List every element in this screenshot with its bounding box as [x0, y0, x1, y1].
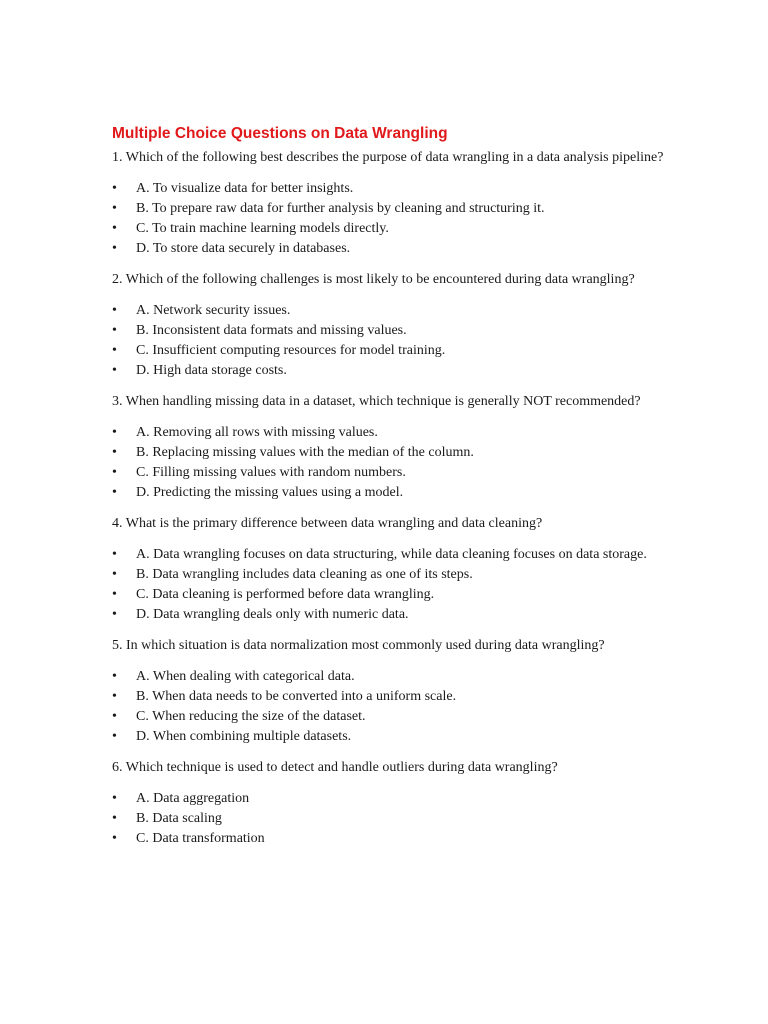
option-item	[112, 727, 672, 747]
option-text: C. To train machine learning models directly.	[136, 221, 389, 236]
bullet-icon: •	[112, 485, 117, 500]
bullet-icon: •	[112, 201, 117, 216]
bullet-icon: •	[112, 831, 117, 846]
option-text: C. Data transformation	[136, 831, 265, 846]
option-item	[112, 321, 672, 341]
option-item	[112, 463, 672, 483]
bullet-icon: •	[112, 241, 117, 256]
option-item	[112, 361, 672, 381]
bullet-icon: •	[112, 221, 117, 236]
option-text: B. Data wrangling includes data cleaning as one of its steps.	[136, 567, 473, 582]
option-text: A. Removing all rows with missing values.	[136, 425, 378, 440]
bullet-icon: •	[112, 587, 117, 602]
option-list	[112, 667, 672, 747]
bullet-icon: •	[112, 669, 117, 684]
option-text: D. To store data securely in databases.	[136, 241, 351, 256]
option-item	[112, 341, 672, 361]
option-list	[112, 545, 672, 625]
question-text: 4. What is the primary difference between data wrangling and data cleaning?	[112, 516, 543, 531]
question-block	[112, 392, 672, 503]
option-text: A. To visualize data for better insights.	[136, 181, 354, 196]
option-text: D. Predicting the missing values using a model.	[136, 485, 404, 500]
question-text: 1. Which of the following best describes the purpose of data wrangling in a data analysis pipeline?	[112, 150, 664, 165]
question-block	[112, 148, 672, 259]
bullet-icon: •	[112, 425, 117, 440]
option-item	[112, 707, 672, 727]
bullet-icon: •	[112, 709, 117, 724]
option-text: B. Inconsistent data formats and missing values.	[136, 323, 407, 338]
bullet-icon: •	[112, 567, 117, 582]
option-text: D. High data storage costs.	[136, 363, 287, 378]
option-item	[112, 687, 672, 707]
option-text: C. Insufficient computing resources for model training.	[136, 343, 446, 358]
option-text: C. Data cleaning is performed before data wrangling.	[136, 587, 435, 602]
option-list	[112, 301, 672, 381]
option-item	[112, 789, 672, 809]
option-text: B. Replacing missing values with the median of the column.	[136, 445, 474, 460]
option-text: B. Data scaling	[136, 811, 222, 826]
option-text: B. When data needs to be converted into a uniform scale.	[136, 689, 457, 704]
option-list	[112, 179, 672, 259]
option-item	[112, 829, 672, 849]
question-block	[112, 514, 672, 625]
question-list	[112, 148, 672, 849]
bullet-icon: •	[112, 363, 117, 378]
bullet-icon: •	[112, 303, 117, 318]
option-item	[112, 605, 672, 625]
document-title: Multiple Choice Questions on Data Wrangling	[112, 125, 448, 142]
option-text: A. When dealing with categorical data.	[136, 669, 355, 684]
bullet-icon: •	[112, 465, 117, 480]
question-text: 6. Which technique is used to detect and handle outliers during data wrangling?	[112, 760, 558, 775]
document-content	[112, 122, 672, 860]
option-list	[112, 789, 672, 849]
bullet-icon: •	[112, 791, 117, 806]
option-text: D. Data wrangling deals only with numeric data.	[136, 607, 409, 622]
option-item	[112, 585, 672, 605]
option-text: C. Filling missing values with random numbers.	[136, 465, 406, 480]
option-list	[112, 423, 672, 503]
option-item	[112, 667, 672, 687]
question-text: 2. Which of the following challenges is most likely to be encountered during data wrangling?	[112, 272, 635, 287]
option-text: B. To prepare raw data for further analysis by cleaning and structuring it.	[136, 201, 545, 216]
bullet-icon: •	[112, 445, 117, 460]
bullet-icon: •	[112, 689, 117, 704]
option-item	[112, 443, 672, 463]
option-item	[112, 179, 672, 199]
option-text: A. Network security issues.	[136, 303, 291, 318]
option-item	[112, 301, 672, 321]
bullet-icon: •	[112, 811, 117, 826]
option-item	[112, 199, 672, 219]
question-block	[112, 270, 672, 381]
option-item	[112, 423, 672, 443]
option-item	[112, 809, 672, 829]
bullet-icon: •	[112, 323, 117, 338]
option-text: D. When combining multiple datasets.	[136, 729, 352, 744]
bullet-icon: •	[112, 343, 117, 358]
question-block	[112, 636, 672, 747]
question-text: 3. When handling missing data in a dataset, which technique is generally NOT recommended?	[112, 394, 641, 409]
option-item	[112, 565, 672, 585]
option-text: A. Data aggregation	[136, 791, 250, 806]
option-item	[112, 483, 672, 503]
bullet-icon: •	[112, 181, 117, 196]
option-item	[112, 219, 672, 239]
bullet-icon: •	[112, 729, 117, 744]
question-block	[112, 758, 672, 849]
option-text: A. Data wrangling focuses on data structuring, while data cleaning focuses on data storage.	[136, 547, 647, 562]
question-text: 5. In which situation is data normalization most commonly used during data wrangling?	[112, 638, 605, 653]
bullet-icon: •	[112, 607, 117, 622]
option-item	[112, 239, 672, 259]
bullet-icon: •	[112, 547, 117, 562]
option-item	[112, 545, 672, 565]
option-text: C. When reducing the size of the dataset.	[136, 709, 366, 724]
